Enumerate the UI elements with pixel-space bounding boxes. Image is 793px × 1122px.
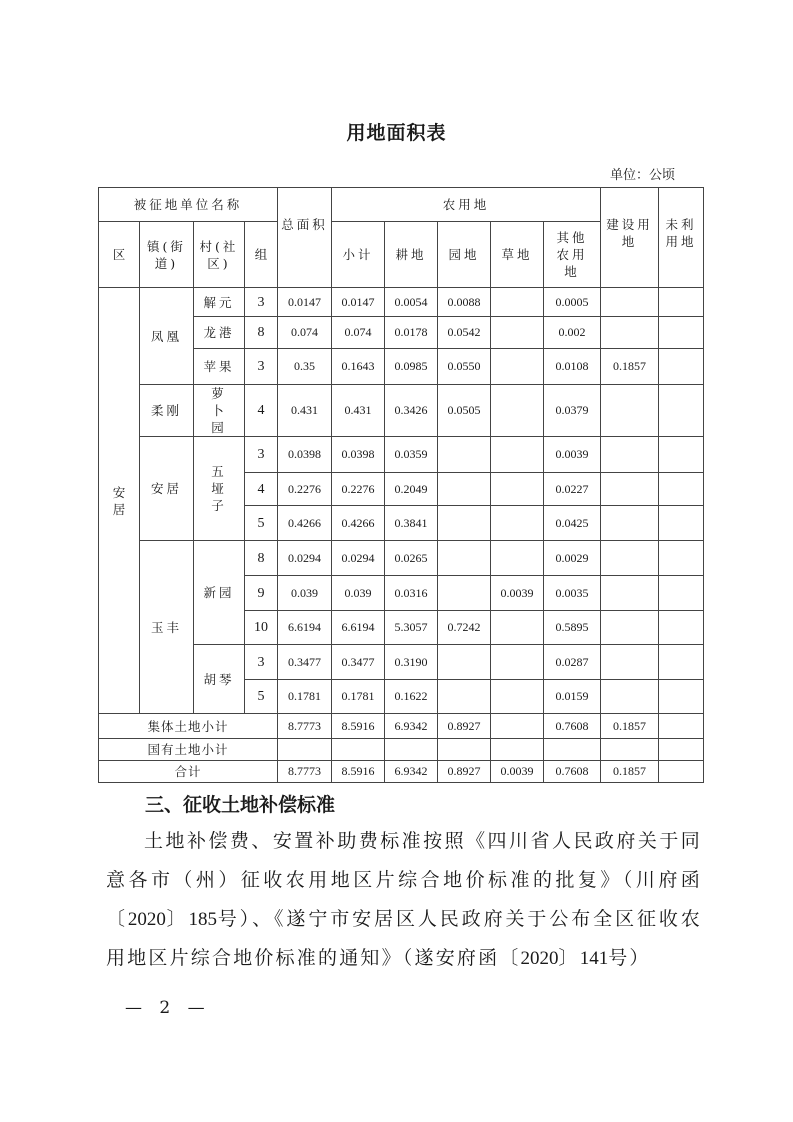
table-row: [99, 288, 704, 317]
unused-cell: [659, 317, 704, 349]
other-cell: 0.0029: [544, 541, 601, 576]
table-title: 用地面积表: [346, 122, 447, 144]
group-cell: 4: [245, 473, 278, 506]
para-text: 土地补偿费、安置补助费标准按照《四川省人民政府关于同意各市（州）征收农用地区片综合地价标准的批复》（川府函〔: [106, 830, 702, 930]
village-cell: 新园: [194, 541, 245, 645]
section-heading: 三、征收土地补偿标准: [145, 794, 336, 816]
subtotal-cell: 0.4266: [332, 506, 385, 541]
grass-cell: [491, 611, 544, 645]
unused-cell: [659, 473, 704, 506]
subtotal-cell: 0.039: [332, 576, 385, 611]
grass-cell: [491, 739, 544, 761]
construction-cell: [601, 385, 659, 437]
grass-cell: [491, 437, 544, 473]
header-total-area: 总面积: [278, 188, 332, 288]
subtotal-cell: 6.6194: [332, 611, 385, 645]
page-number: — 2 —: [125, 998, 211, 1018]
grand-total-row: [99, 761, 704, 783]
subtotal-cell: 0.074: [332, 317, 385, 349]
group-cell: 8: [245, 541, 278, 576]
village-cell: 解元: [194, 288, 245, 317]
other-cell: 0.0159: [544, 680, 601, 714]
para-text: 号）、《遂宁市安居区人民政府关于公布全区征收农用地区片综合地价标准的通知》（遂安府函〔: [106, 908, 702, 969]
cultivated-cell: 6.9342: [385, 761, 438, 783]
total-cell: 0.0398: [278, 437, 332, 473]
other-cell: [544, 739, 601, 761]
subtotal-cell: 0.431: [332, 385, 385, 437]
total-cell: 6.6194: [278, 611, 332, 645]
unused-cell: [659, 611, 704, 645]
cultivated-cell: 0.3426: [385, 385, 438, 437]
cultivated-cell: 0.3190: [385, 645, 438, 680]
group-cell: 3: [245, 349, 278, 385]
header-unused: 未利用地: [659, 188, 704, 288]
table-row: [99, 385, 704, 437]
village-cell: 五垭子: [194, 437, 245, 541]
construction-cell: [601, 541, 659, 576]
cultivated-cell: 6.9342: [385, 714, 438, 739]
other-cell: 0.0287: [544, 645, 601, 680]
construction-cell: [601, 645, 659, 680]
cultivated-cell: 0.2049: [385, 473, 438, 506]
other-cell: 0.0039: [544, 437, 601, 473]
other-cell: 0.0379: [544, 385, 601, 437]
para-number: 185: [188, 909, 218, 930]
header-row-1: [99, 188, 704, 222]
village-cell: 龙港: [194, 317, 245, 349]
garden-cell: 0.0088: [438, 288, 491, 317]
construction-cell: 0.1857: [601, 349, 659, 385]
para-text: 〕: [558, 947, 580, 969]
unused-cell: [659, 385, 704, 437]
other-cell: 0.5895: [544, 611, 601, 645]
grass-cell: [491, 317, 544, 349]
unused-cell: [659, 541, 704, 576]
subtotal-cell: [332, 739, 385, 761]
cultivated-cell: 0.0178: [385, 317, 438, 349]
other-cell: 0.7608: [544, 714, 601, 739]
total-cell: 0.35: [278, 349, 332, 385]
unused-cell: [659, 506, 704, 541]
grass-cell: [491, 288, 544, 317]
construction-cell: [601, 437, 659, 473]
header-grass: 草地: [491, 222, 544, 288]
header-village: 村(社区): [194, 222, 245, 288]
cultivated-cell: 0.0316: [385, 576, 438, 611]
cultivated-cell: 0.3841: [385, 506, 438, 541]
construction-cell: [601, 611, 659, 645]
unused-cell: [659, 714, 704, 739]
garden-cell: [438, 473, 491, 506]
district-cell: [99, 288, 140, 714]
other-cell: 0.7608: [544, 761, 601, 783]
group-cell: 9: [245, 576, 278, 611]
total-cell: 0.1781: [278, 680, 332, 714]
header-agri: 农用地: [332, 188, 601, 222]
para-number: 141: [579, 948, 609, 969]
subtotal-cell: 0.0147: [332, 288, 385, 317]
header-cultivated: 耕地: [385, 222, 438, 288]
header-unit-name: 被征地单位名称: [99, 188, 278, 222]
subtotal-cell: 0.2276: [332, 473, 385, 506]
garden-cell: [438, 437, 491, 473]
land-area-table: [98, 187, 704, 783]
group-cell: 5: [245, 680, 278, 714]
unused-cell: [659, 437, 704, 473]
other-cell: 0.0035: [544, 576, 601, 611]
total-cell: 0.039: [278, 576, 332, 611]
unused-cell: [659, 349, 704, 385]
cultivated-cell: 5.3057: [385, 611, 438, 645]
grass-cell: [491, 349, 544, 385]
other-cell: 0.0108: [544, 349, 601, 385]
other-cell: 0.0227: [544, 473, 601, 506]
header-agri-subtotal: 小计: [332, 222, 385, 288]
group-cell: 4: [245, 385, 278, 437]
construction-cell: [601, 317, 659, 349]
town-cell: 玉丰: [140, 541, 194, 714]
cultivated-cell: [385, 739, 438, 761]
group-cell: 8: [245, 317, 278, 349]
village-cell: 萝卜园: [194, 385, 245, 437]
subtotal-cell: 8.5916: [332, 761, 385, 783]
grass-cell: [491, 714, 544, 739]
construction-cell: [601, 739, 659, 761]
group-cell: 3: [245, 645, 278, 680]
header-group: 组: [245, 222, 278, 288]
table-row: [99, 437, 704, 473]
header-garden: 园地: [438, 222, 491, 288]
village-cell: 胡琴: [194, 645, 245, 714]
cultivated-cell: 0.0985: [385, 349, 438, 385]
grass-cell: [491, 680, 544, 714]
body-paragraph: [106, 822, 702, 978]
collective-subtotal-label: 集体土地小计: [99, 714, 278, 739]
para-number: 2020: [520, 948, 559, 969]
grass-cell: [491, 541, 544, 576]
grass-cell: [491, 645, 544, 680]
cultivated-cell: 0.0359: [385, 437, 438, 473]
header-construction: 建设用地: [601, 188, 659, 288]
construction-cell: [601, 288, 659, 317]
town-cell: 柔刚: [140, 385, 194, 437]
village-cell: 苹果: [194, 349, 245, 385]
construction-cell: [601, 680, 659, 714]
header-district: 区: [99, 222, 140, 288]
garden-cell: [438, 541, 491, 576]
subtotal-cell: 0.3477: [332, 645, 385, 680]
total-cell: [278, 739, 332, 761]
subtotal-cell: 0.1643: [332, 349, 385, 385]
group-cell: 3: [245, 437, 278, 473]
group-cell: 5: [245, 506, 278, 541]
subtotal-cell: 0.1781: [332, 680, 385, 714]
cultivated-cell: 0.0265: [385, 541, 438, 576]
garden-cell: [438, 680, 491, 714]
garden-cell: [438, 576, 491, 611]
grass-cell: [491, 506, 544, 541]
other-cell: 0.0005: [544, 288, 601, 317]
cultivated-cell: 0.0054: [385, 288, 438, 317]
other-cell: 0.002: [544, 317, 601, 349]
header-other-agri: 其他农用地: [544, 222, 601, 288]
construction-cell: 0.1857: [601, 761, 659, 783]
garden-cell: 0.8927: [438, 714, 491, 739]
town-cell: 安居: [140, 437, 194, 541]
total-cell: 0.0294: [278, 541, 332, 576]
garden-cell: 0.8927: [438, 761, 491, 783]
total-cell: 8.7773: [278, 761, 332, 783]
cultivated-cell: 0.1622: [385, 680, 438, 714]
total-cell: 0.3477: [278, 645, 332, 680]
unused-cell: [659, 761, 704, 783]
subtotal-cell: 0.0398: [332, 437, 385, 473]
other-cell: 0.0425: [544, 506, 601, 541]
construction-cell: [601, 473, 659, 506]
collective-subtotal-row: [99, 714, 704, 739]
para-number: 2020: [127, 909, 166, 930]
header-town: 镇(街道): [140, 222, 194, 288]
state-subtotal-label: 国有土地小计: [99, 739, 278, 761]
group-cell: 3: [245, 288, 278, 317]
total-cell: 0.074: [278, 317, 332, 349]
para-text: 〕: [165, 908, 189, 930]
construction-cell: [601, 506, 659, 541]
unit-label: 单位：公顷: [610, 168, 676, 183]
construction-cell: [601, 576, 659, 611]
unused-cell: [659, 645, 704, 680]
garden-cell: 0.0505: [438, 385, 491, 437]
total-cell: 0.0147: [278, 288, 332, 317]
state-subtotal-row: [99, 739, 704, 761]
table-row: [99, 541, 704, 576]
para-text: 号）: [608, 947, 651, 969]
unused-cell: [659, 739, 704, 761]
unused-cell: [659, 288, 704, 317]
town-cell: 凤凰: [140, 288, 194, 385]
garden-cell: [438, 506, 491, 541]
garden-cell: [438, 739, 491, 761]
subtotal-cell: 8.5916: [332, 714, 385, 739]
subtotal-cell: 0.0294: [332, 541, 385, 576]
garden-cell: 0.7242: [438, 611, 491, 645]
construction-cell: 0.1857: [601, 714, 659, 739]
unused-cell: [659, 680, 704, 714]
unused-cell: [659, 576, 704, 611]
garden-cell: 0.0550: [438, 349, 491, 385]
total-cell: 0.2276: [278, 473, 332, 506]
grass-cell: [491, 385, 544, 437]
grass-cell: 0.0039: [491, 761, 544, 783]
district-name: 安居: [112, 484, 126, 517]
total-cell: 8.7773: [278, 714, 332, 739]
garden-cell: [438, 645, 491, 680]
garden-cell: 0.0542: [438, 317, 491, 349]
total-cell: 0.4266: [278, 506, 332, 541]
total-cell: 0.431: [278, 385, 332, 437]
grass-cell: 0.0039: [491, 576, 544, 611]
group-cell: 10: [245, 611, 278, 645]
grand-total-label: 合计: [99, 761, 278, 783]
grass-cell: [491, 473, 544, 506]
